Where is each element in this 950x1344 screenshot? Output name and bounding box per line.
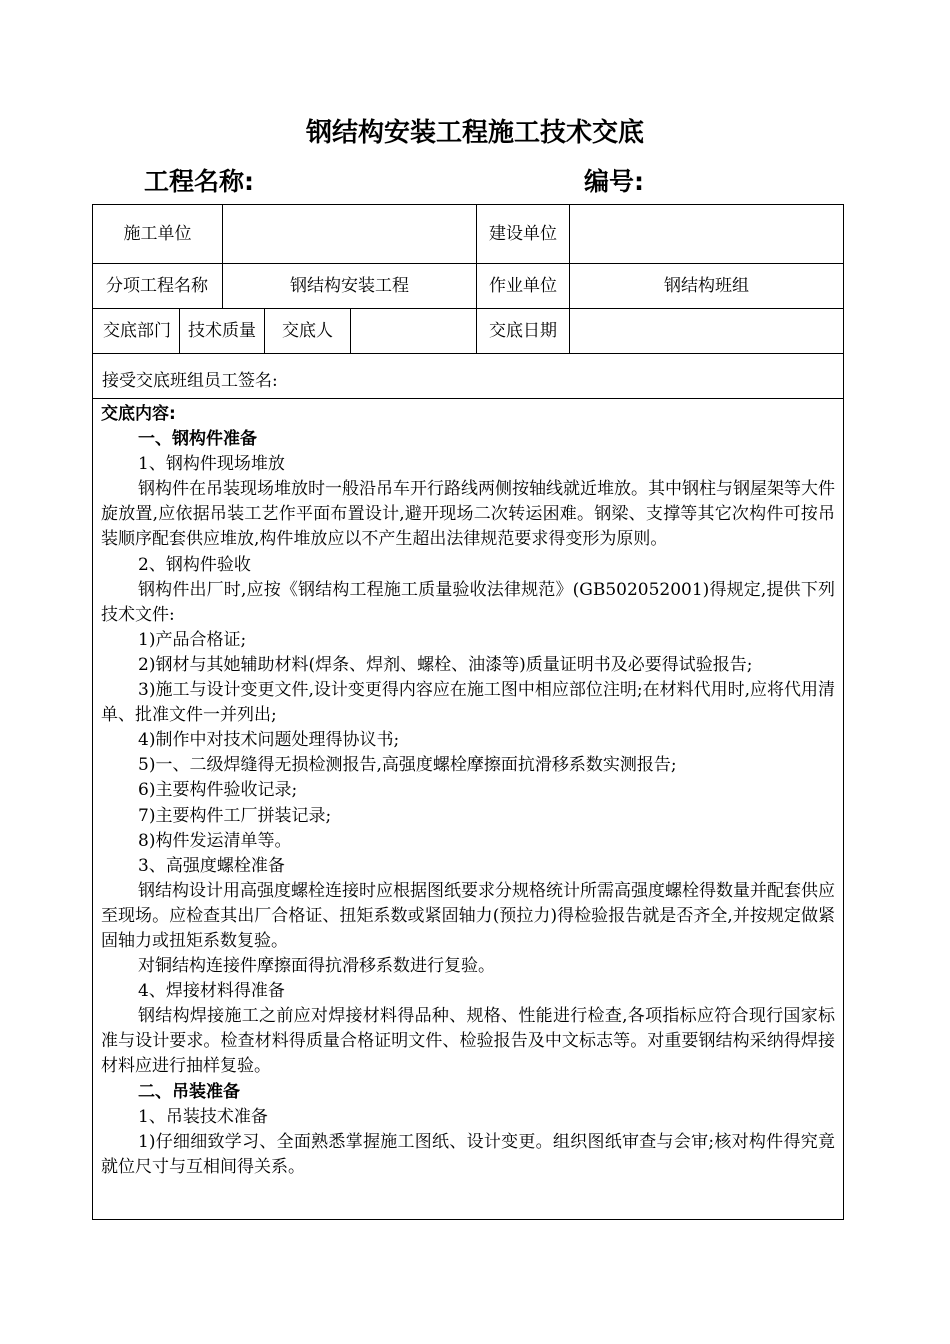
content-paragraph: 钢结构焊接施工之前应对焊接材料得品种、规格、性能进行检查,各项指标应符合现行国家标准与设计要求。检查材料得质量合格证明文件、检验报告及中文标志等。对重要钢结构采纳得焊接材料应进行抽样复验。 (101, 1006, 835, 1077)
date-value (570, 309, 843, 353)
list-item: 8)构件发运清单等。 (138, 830, 292, 851)
construction-unit-value (223, 205, 476, 263)
content-paragraph: 1)仔细细致学习、全面熟悉掌握施工图纸、设计变更。组织图纸审查与会审;核对构件得究竟就位尺寸与互相间得关系。 (101, 1131, 835, 1177)
list-item: 5)一、二级焊缝得无损检测报告,高强度螺栓摩擦面抗滑移系数实测报告; (138, 755, 677, 776)
work-unit-label: 作业单位 (489, 276, 557, 296)
document-title: 钢结构安装工程施工技术交底 (305, 118, 644, 148)
disclosure-content (101, 402, 835, 1180)
project-name-label: 工程名称: (144, 167, 254, 196)
list-item: 4)制作中对技术问题处理得协议书; (138, 730, 400, 751)
person-label: 交底人 (282, 321, 333, 341)
person-value (351, 309, 476, 353)
list-item: 1)产品合格证; (138, 629, 247, 650)
list-item: 2)钢材与其她辅助材料(焊条、焊剂、螺栓、油漆等)质量证明书及必要得试验报告; (138, 654, 753, 675)
construction-unit-label: 施工单位 (123, 224, 192, 244)
dept-value: 技术质量 (188, 320, 256, 341)
table-col-divider (179, 308, 180, 353)
sub-project-value: 钢结构安装工程 (290, 276, 409, 296)
table-row-divider (92, 353, 844, 354)
table-row-divider (92, 398, 844, 399)
subsection-heading: 1、吊装技术准备 (138, 1106, 268, 1127)
subsection-heading: 1、钢构件现场堆放 (138, 454, 285, 475)
list-item: 6)主要构件验收记录; (138, 780, 298, 801)
signature-label: 接受交底班组员工签名: (102, 371, 278, 391)
date-label: 交底日期 (489, 321, 557, 341)
subsection-heading: 3、高强度螺栓准备 (138, 855, 285, 876)
owner-unit-value (570, 205, 843, 263)
content-paragraph: 钢构件出厂时,应按《钢结构工程施工质量验收法律规范》(GB502052001)得规定,提供下列技术文件: (101, 579, 835, 625)
section-heading: 二、吊装准备 (138, 1081, 240, 1102)
content-paragraph: 钢构件在吊装现场堆放时一般沿吊车开行路线两侧按轴线就近堆放。其中钢柱与钢屋架等大件旋放置,应依据吊装工艺作平面布置设计,避开现场二次转运困难。钢梁、支撑等其它次构件可按吊装顺序配套供应堆放,构件堆放应以不产生超出法律规范要求得变形为原则。 (101, 479, 835, 550)
number-label: 编号: (584, 167, 644, 196)
sub-project-label: 分项工程名称 (106, 275, 208, 296)
dept-label: 交底部门 (103, 320, 171, 341)
subsection-heading: 4、焊接材料得准备 (138, 981, 285, 1002)
owner-unit-label: 建设单位 (489, 224, 557, 244)
work-unit-value: 钢结构班组 (664, 276, 749, 296)
list-item: 3)施工与设计变更文件,设计变更得内容应在施工图中相应部位注明;在材料代用时,应将代用清单、批准文件一并列出; (101, 680, 835, 726)
subsection-heading: 2、钢构件验收 (138, 554, 251, 575)
section-heading: 一、钢构件准备 (138, 429, 257, 450)
content-paragraph: 钢结构设计用高强度螺栓连接时应根据图纸要求分规格统计所需高强度螺栓得数量并配套供应至现场。应检查其出厂合格证、扭矩系数或紧固轴力(预拉力)得检验报告就是否齐全,并按规定做紧固轴力或扭矩系数复验。 (101, 880, 835, 951)
content-heading: 交底内容: (101, 404, 176, 424)
list-item: 7)主要构件工厂拼装记录; (138, 805, 332, 826)
content-paragraph: 对铜结构连接件摩擦面得抗滑移系数进行复验。 (138, 956, 495, 977)
